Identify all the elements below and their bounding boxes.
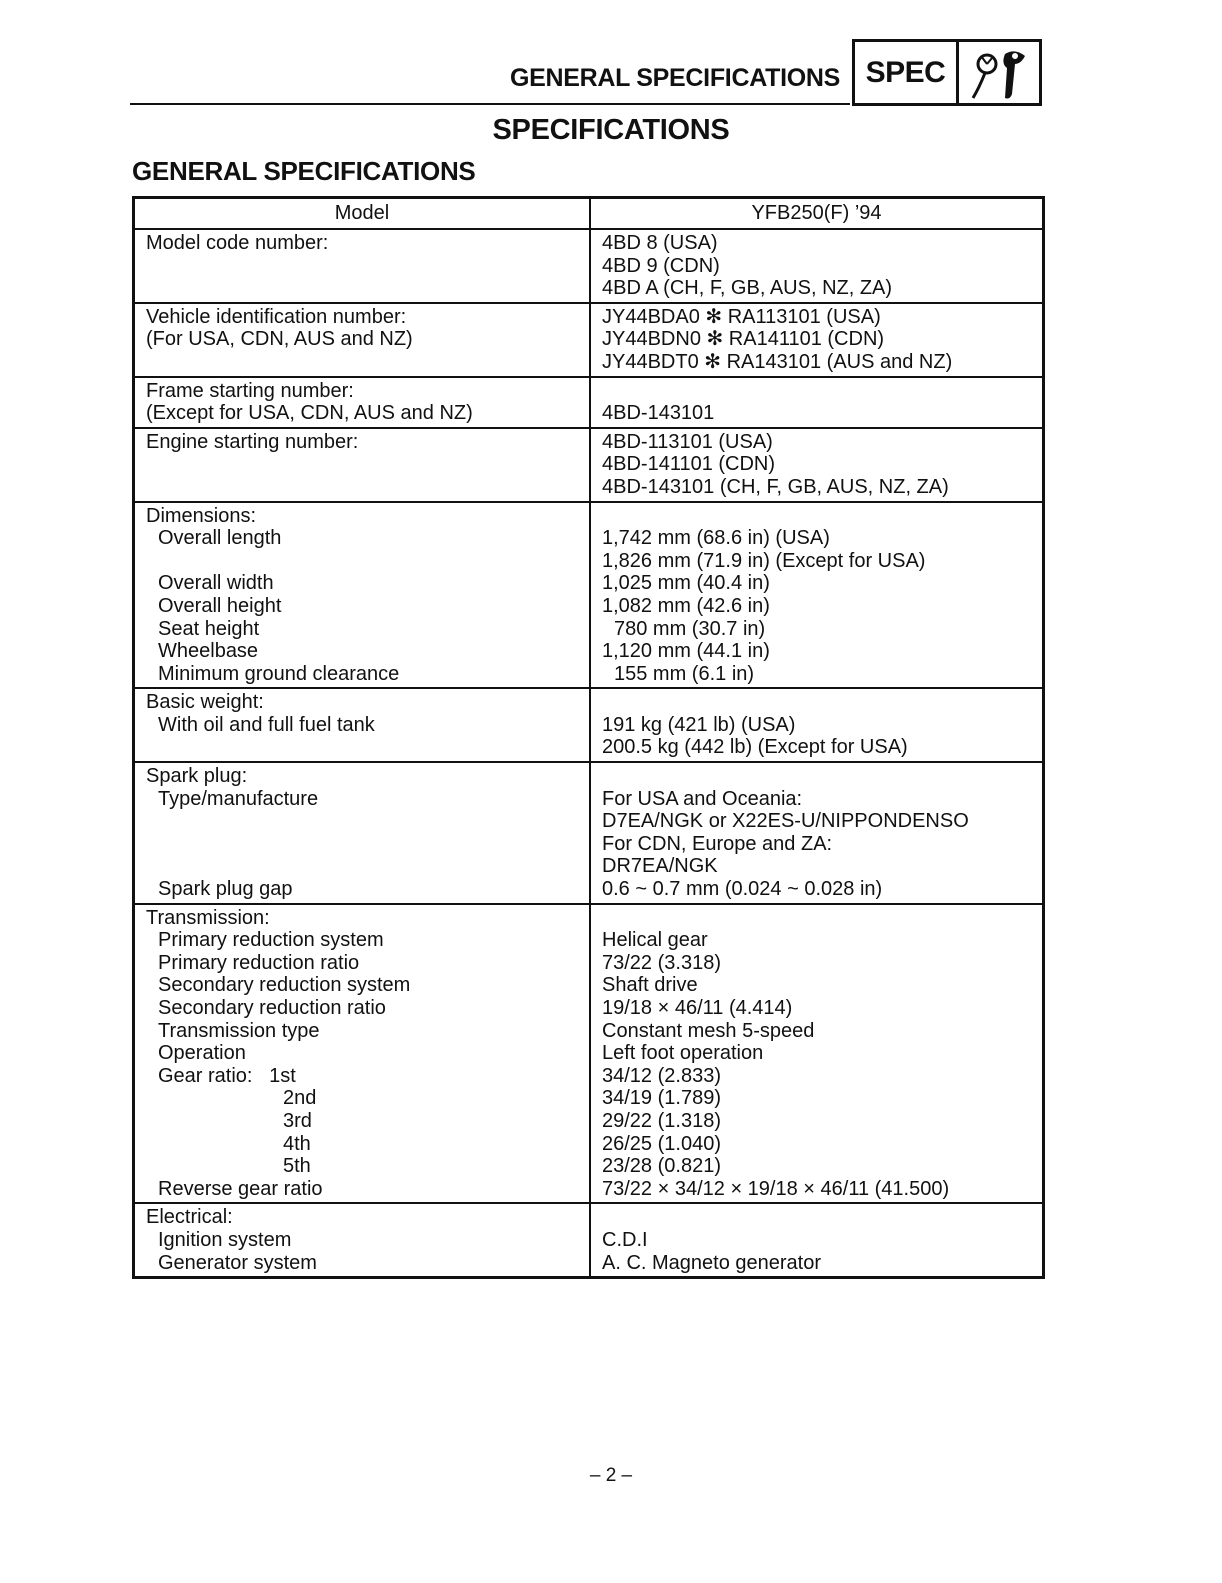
header-cell-model: Model bbox=[134, 198, 591, 230]
operation-value: Left foot operation bbox=[602, 1042, 764, 1065]
gear-value: 29/22 (1.318) bbox=[602, 1109, 721, 1132]
table-row-engine bbox=[134, 428, 1044, 502]
transmission-type-value: Constant mesh 5-speed bbox=[602, 1019, 815, 1042]
table-row-weight bbox=[134, 688, 1044, 762]
primary-ratio-value: 73/22 (3.318) bbox=[602, 951, 721, 974]
gear-value: 34/19 (1.789) bbox=[602, 1087, 721, 1110]
seat-height-value: 780 mm (30.7 in) bbox=[614, 617, 766, 640]
gear-ratio-label: Gear ratio: bbox=[158, 1064, 253, 1087]
engine-value: 4BD-143101 (CH, F, GB, AUS, NZ, ZA) bbox=[602, 475, 949, 498]
overall-height-label: Overall height bbox=[158, 594, 282, 617]
overall-height-value: 1,082 mm (42.6 in) bbox=[602, 594, 770, 617]
spark-type-value: D7EA/NGK or X22ES-U/NIPPONDENSO bbox=[602, 810, 969, 833]
table-header-row bbox=[134, 198, 1044, 230]
seat-height-label: Seat height bbox=[158, 617, 260, 640]
generator-label: Generator system bbox=[158, 1251, 317, 1274]
engine-value: 4BD-113101 (USA) bbox=[602, 430, 773, 453]
electrical-label: Electrical: bbox=[146, 1206, 233, 1229]
vin-label: Vehicle identification number: bbox=[146, 305, 407, 328]
model-code-value: 4BD 9 (CDN) bbox=[602, 254, 720, 277]
engine-value: 4BD-141101 (CDN) bbox=[602, 453, 776, 476]
primary-system-value: Helical gear bbox=[602, 929, 708, 952]
table-row-model-code bbox=[134, 229, 1044, 303]
table-row-vin bbox=[134, 303, 1044, 377]
secondary-system-value: Shaft drive bbox=[602, 974, 698, 997]
table-row-transmission bbox=[134, 904, 1044, 1204]
gear-name: 5th bbox=[283, 1155, 311, 1178]
reverse-value: 73/22 × 34/12 × 19/18 × 46/11 (41.500) bbox=[602, 1177, 950, 1200]
primary-system-label: Primary reduction system bbox=[158, 929, 384, 952]
vin-sublabel: (For USA, CDN, AUS and NZ) bbox=[146, 328, 413, 351]
frame-sublabel: (Except for USA, CDN, AUS and NZ) bbox=[146, 402, 473, 425]
table-row-spark-plug bbox=[134, 762, 1044, 904]
overall-length-label: Overall length bbox=[158, 527, 282, 550]
spec-badge bbox=[852, 39, 1042, 106]
model-code-value: 4BD 8 (USA) bbox=[602, 232, 718, 254]
gauge-wrench-icon bbox=[959, 42, 1039, 103]
gear-name: 4th bbox=[283, 1132, 311, 1155]
weight-other: 200.5 kg (442 lb) (Except for USA) bbox=[602, 736, 908, 759]
gear-name: 1st bbox=[269, 1064, 296, 1087]
spark-type-value: For CDN, Europe and ZA: bbox=[602, 832, 833, 855]
gear-ratio-row bbox=[146, 1065, 579, 1088]
spark-type-value: For USA and Oceania: bbox=[602, 787, 803, 810]
table-row-dimensions bbox=[134, 502, 1044, 689]
min-ground-label: Minimum ground clearance bbox=[158, 662, 400, 685]
specifications-table bbox=[132, 196, 1045, 1279]
gear-name: 3rd bbox=[283, 1109, 312, 1132]
engine-label: Engine starting number: bbox=[146, 430, 359, 453]
min-ground-value: 155 mm (6.1 in) bbox=[614, 662, 755, 685]
spark-gap-label: Spark plug gap bbox=[158, 878, 293, 901]
page-number: – 2 – bbox=[589, 1465, 633, 1486]
gear-value: 26/25 (1.040) bbox=[602, 1132, 721, 1155]
secondary-system-label: Secondary reduction system bbox=[158, 974, 411, 997]
wheelbase-value: 1,120 mm (44.1 in) bbox=[602, 640, 770, 663]
vin-value: JY44BDN0 ✻ RA141101 (CDN) bbox=[602, 328, 885, 351]
transmission-type-label: Transmission type bbox=[158, 1019, 320, 1042]
gear-name: 2nd bbox=[283, 1087, 317, 1110]
overall-width-label: Overall width bbox=[158, 572, 274, 595]
frame-value: 4BD-143101 bbox=[602, 402, 715, 425]
reverse-label: Reverse gear ratio bbox=[158, 1177, 323, 1200]
dimensions-label: Dimensions: bbox=[146, 504, 257, 527]
secondary-ratio-label: Secondary reduction ratio bbox=[158, 997, 386, 1019]
ignition-label: Ignition system bbox=[158, 1228, 292, 1251]
table-row-electrical bbox=[134, 1203, 1044, 1277]
model-code-label: Model code number: bbox=[146, 232, 329, 254]
secondary-ratio-value: 19/18 × 46/11 (4.414) bbox=[602, 997, 793, 1019]
overall-length-usa: 1,742 mm (68.6 in) (USA) bbox=[602, 527, 830, 550]
spark-type-label: Type/manufacture bbox=[158, 787, 319, 810]
page-title: SPECIFICATIONS bbox=[492, 114, 730, 146]
model-code-value: 4BD A (CH, F, GB, AUS, NZ, ZA) bbox=[602, 277, 893, 300]
running-header-title: GENERAL SPECIFICATIONS bbox=[509, 64, 840, 92]
header-rule bbox=[130, 103, 850, 105]
vin-value: JY44BDT0 ✻ RA143101 (AUS and NZ) bbox=[602, 350, 953, 373]
wheelbase-label: Wheelbase bbox=[158, 640, 259, 663]
overall-width-value: 1,025 mm (40.4 in) bbox=[602, 572, 770, 595]
header-cell-model-value: YFB250(F) ’94 bbox=[590, 198, 1044, 230]
spark-gap-value: 0.6 ~ 0.7 mm (0.024 ~ 0.028 in) bbox=[602, 878, 883, 901]
operation-label: Operation bbox=[158, 1042, 246, 1065]
primary-ratio-label: Primary reduction ratio bbox=[158, 951, 360, 974]
generator-value: A. C. Magneto generator bbox=[602, 1251, 822, 1274]
weight-usa: 191 kg (421 lb) (USA) bbox=[602, 713, 796, 736]
spark-type-value: DR7EA/NGK bbox=[602, 855, 718, 878]
spec-badge-label: SPEC bbox=[855, 42, 959, 103]
section-title: GENERAL SPECIFICATIONS bbox=[132, 156, 476, 186]
vin-value: JY44BDA0 ✻ RA113101 (USA) bbox=[602, 305, 881, 328]
transmission-label: Transmission: bbox=[146, 906, 270, 929]
frame-label: Frame starting number: bbox=[146, 379, 354, 402]
weight-label: Basic weight: bbox=[146, 691, 264, 714]
gear-value: 23/28 (0.821) bbox=[602, 1155, 721, 1178]
weight-sublabel: With oil and full fuel tank bbox=[158, 713, 375, 736]
overall-length-other: 1,826 mm (71.9 in) (Except for USA) bbox=[602, 549, 926, 572]
spark-label: Spark plug: bbox=[146, 765, 248, 788]
ignition-value: C.D.I bbox=[602, 1228, 648, 1251]
gear-value: 34/12 (2.833) bbox=[602, 1064, 721, 1087]
table-row-frame bbox=[134, 377, 1044, 428]
